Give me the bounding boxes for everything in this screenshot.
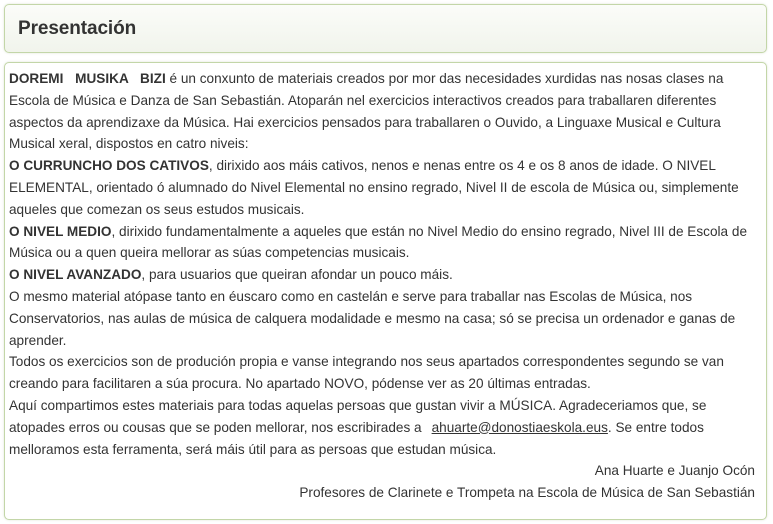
intro-text: é un conxunto de materiais creados por mor das necesidades xurdidas nas nosas clases na Escola de Música e Danza de San Sebastián. Atoparán nel exercicios interactivos creados para traballaren diferentes aspectos da aprendizaxe da Música. Hai exercicios pensados para traballaren o Ouvido, a Linguaxe Musical e Cultura Musical xeral, dispostos en catro niveis: [9, 71, 724, 152]
share-text-after: . Se entre todos melloramos esta ferramenta, será máis útil para as persoas que estudan música. [9, 419, 704, 457]
presentation-content [4, 62, 767, 520]
level-avanzado-paragraph [9, 264, 759, 286]
level-cativos-text: , dirixido aos máis cativos, nenos e nenas entre os 4 e os 8 anos de idade. O NIVEL ELEMENTAL, orientado ó alumnado do Nivel Elemental no ensino regrado, Nivel II de escola de Música ou, simplemente aqueles que comezan os seus estudos musicais. [9, 158, 739, 217]
share-text-before: Aquí compartimos estes materiais para todas aquelas persoas que gustan vivir a MÚSICA. Agradeceriamos que, se atopades erros ou cousas que se poden mellorar, nos escribirades a [9, 397, 707, 435]
level-cativos-paragraph [9, 155, 759, 220]
presentation-header [4, 4, 767, 53]
intro-paragraph [9, 68, 759, 155]
level-avanzado-title: O NIVEL AVANZADO [9, 267, 142, 283]
brand-name: DOREMI MUSIKA BIZI [9, 71, 166, 86]
signature-names: Ana Huarte e Juanjo Ocón [594, 463, 755, 479]
page-title: Presentación [18, 18, 137, 39]
level-medio-title: O NIVEL MEDIO [9, 223, 112, 239]
signature-role: Profesores de Clarinete e Trompeta na Escola de Música de San Sebastián [299, 485, 755, 501]
level-cativos-title: O CURRUNCHO DOS CATIVOS [9, 158, 209, 174]
level-avanzado-text: , para usuarios que queiran afondar un pouco máis. [141, 267, 453, 283]
level-medio-text: , dirixido fundamentalmente a aqueles que están no Nivel Medio do ensino regrado, Nivel III de Escola de Música ou a quen queira mellorar as súas competencias musicais. [9, 223, 747, 261]
production-paragraph: Todos os exercicios son de produción propia e vanse integrando nos seus apartados correspondentes segundo se van creando para facilitaren a súa procura. No apartado NOVO, pódense ver as 20 últimas entradas. [9, 354, 724, 392]
languages-paragraph: O mesmo material atópase tanto en éuscaro como en castelán e serve para traballar nas Escolas de Música, nos Conservatorios, nas aulas de música de calquera modalidade e mesmo na casa; só se precisa un ordenador e ganas de aprender. [9, 288, 736, 348]
level-medio-paragraph [9, 221, 759, 265]
share-paragraph [9, 395, 759, 460]
contact-email-link[interactable]: ahuarte@donostiaeskola.eus [431, 419, 608, 435]
